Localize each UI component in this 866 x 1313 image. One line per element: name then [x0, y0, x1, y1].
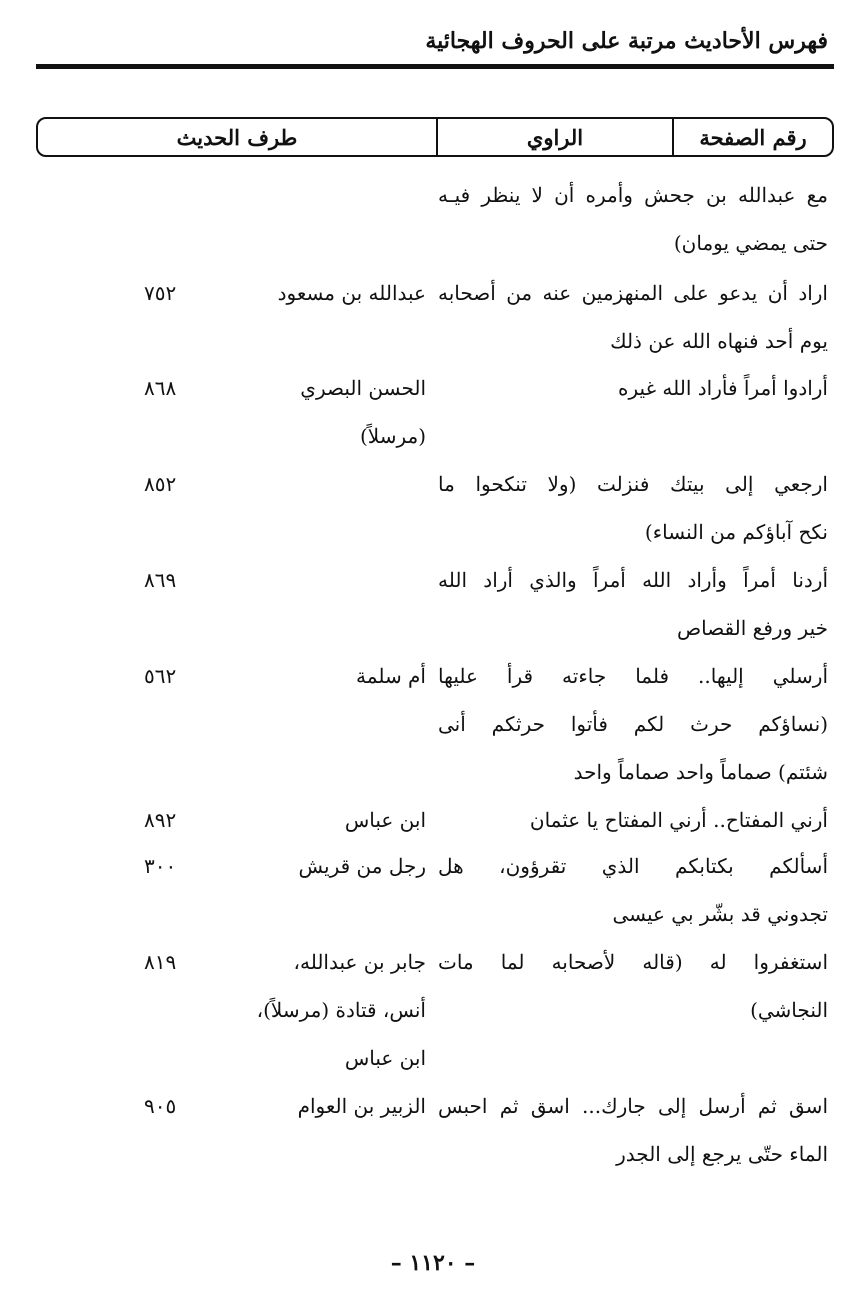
hadith-text: أسألكم بكتابكم الذي تقرؤون، هل [438, 854, 828, 878]
hadith-text: النجاشي) [750, 998, 828, 1022]
hadith-text: ارجعي إلى بيتك فنزلت (ولا تنكحوا ما [438, 472, 828, 496]
page-number: ٨٩٢ [144, 808, 177, 832]
column-header-hadith: طرف الحديث [176, 124, 298, 150]
hadith-text: حتى يمضي يومان) [673, 231, 828, 255]
column-header-page: رقم الصفحة [699, 124, 807, 150]
narrator-text: ابن عباس [344, 1046, 426, 1070]
narrator-text: أم سلمة [356, 664, 426, 688]
narrator-text: الزبير بن العوام [297, 1094, 426, 1118]
page-footer-number: – ١١٢٠ – [390, 1250, 476, 1276]
hadith-text: أرادوا أمراً فأراد الله غيره [618, 376, 828, 400]
narrator-text: أنس، قتادة (مرسلاً)، [256, 998, 426, 1022]
hadith-text: (نساؤكم حرث لكم فأتوا حرثكم أنى [438, 712, 828, 736]
page-number: ٣٠٠ [144, 854, 177, 878]
hadith-text: يوم أحد فنهاه الله عن ذلك [610, 329, 828, 353]
hadith-text: تجدوني قد بشّر بي عيسى [612, 902, 828, 926]
hadith-text: أرني المفتاح.. أرني المفتاح يا عثمان [529, 808, 828, 832]
hadith-text: أردنا أمراً وأراد الله أمراً والذي أراد الله [438, 568, 829, 592]
running-header-title: فهرس الأحاديث مرتبة على الحروف الهجائية [425, 28, 828, 54]
narrator-text: الحسن البصري [300, 376, 426, 400]
hadith-text: الماء حتّى يرجع إلى الجدر [616, 1142, 828, 1166]
page-number: ٨٦٨ [144, 376, 177, 400]
hadith-text: اسق ثم أرسل إلى جارك... اسق ثم احبس [438, 1094, 828, 1118]
hadith-text: استغفروا له (قاله لأصحابه لما مات [438, 950, 828, 974]
narrator-text: جابر بن عبدالله، [293, 950, 426, 974]
hadith-text: خير ورفع القصاص [676, 616, 828, 640]
narrator-text: رجل من قريش [298, 854, 426, 878]
hadith-text: أرسلي إليها.. فلما جاءته قرأ عليها [438, 664, 828, 688]
page-number: ٨١٩ [144, 950, 177, 974]
page-number: ٩٠٥ [144, 1094, 177, 1118]
page-number: ٨٦٩ [144, 568, 177, 592]
page-number: ٥٦٢ [144, 664, 177, 688]
hadith-text: نكح آباؤكم من النساء) [644, 520, 828, 544]
page-number: ٧٥٢ [144, 281, 177, 305]
narrator-text: عبدالله بن مسعود [277, 281, 426, 305]
narrator-text: (مرسلاً) [359, 424, 426, 448]
narrator-text: ابن عباس [344, 808, 426, 832]
hadith-text: اراد أن يدعو على المنهزمين عنه من أصحابه [438, 281, 828, 305]
page-number: ٨٥٢ [144, 472, 177, 496]
hadith-text: مع عبدالله بن جحش وأمره أن لا ينظر فيـه [438, 183, 828, 207]
hadith-text: شئتم) صماماً واحد صماماً واحد [573, 760, 828, 784]
column-header-narrator: الراوي [436, 119, 674, 155]
